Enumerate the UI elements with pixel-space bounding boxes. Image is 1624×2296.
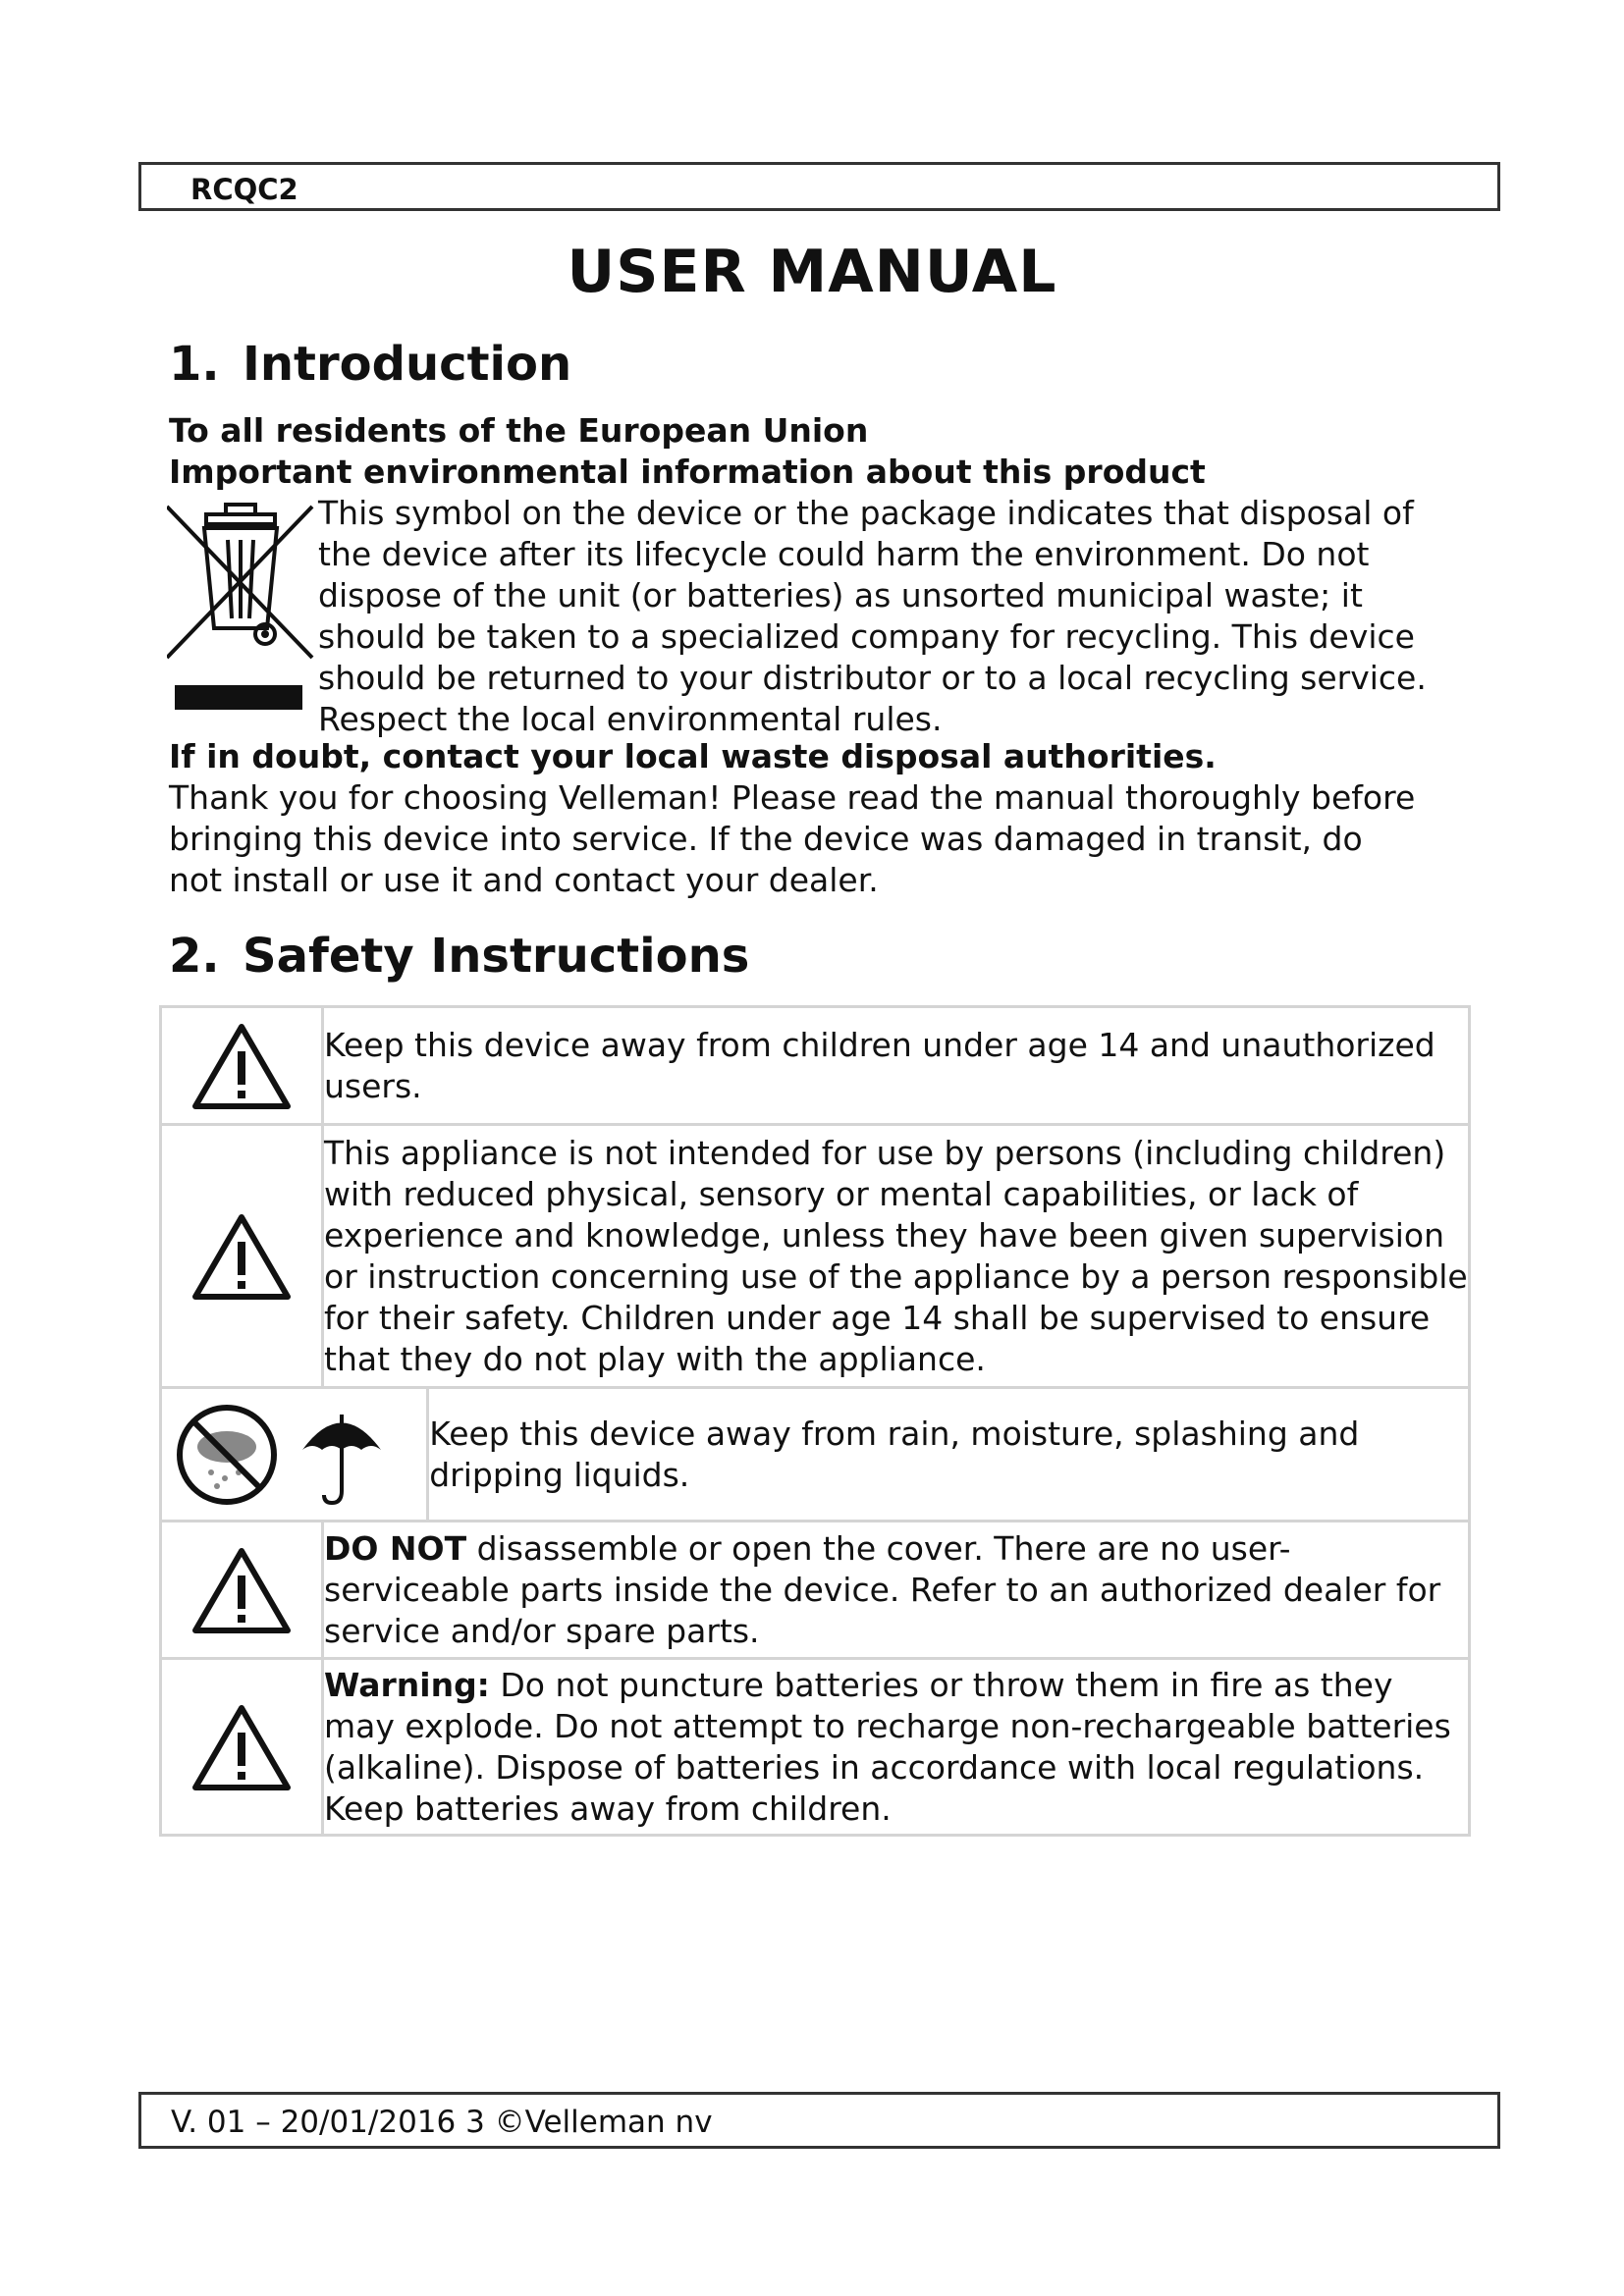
model-name: RCQC2 <box>190 173 298 206</box>
safety-row <box>161 1522 1470 1659</box>
header-box <box>138 162 1500 211</box>
thanks-line-2: bringing this device into service. If the device was damaged in transit, do <box>169 820 1363 858</box>
warning-triangle-icon <box>190 1022 293 1110</box>
safety-icon-cell <box>161 1125 323 1388</box>
footer-text: V. 01 – 20/01/2016 3 ©Velleman nv <box>171 2105 713 2140</box>
safety-icon-cell <box>161 1388 428 1522</box>
safety-text-cell <box>323 1007 1470 1125</box>
safety-icon-cell <box>161 1522 323 1659</box>
safety-text: This appliance is not intended for use by persons (including children) with reduced physical, sensory or mental capabilities, or lack of experience and knowledge, unless they have been given supervision or instruction concerning use of the appliance by a person responsible for their safety. Children under age 14 shall be supervised to ensure that they do not play with the appliance. <box>324 1133 1468 1378</box>
safety-text: Keep this device away from rain, moisture, splashing and dripping liquids. <box>429 1414 1360 1494</box>
safety-text-cell <box>428 1388 1470 1522</box>
safety-text: Do not puncture batteries or throw them in fire as they may explode. Do not attempt to recharge non-rechargeable batteries (alkaline). Dispose of batteries in accordance with local regulations. Keep batteries away from children. <box>324 1665 1451 1828</box>
weee-symbol-text: This symbol on the device or the package indicates that disposal of the device after its lifecycle could harm the environment. Do not dispose of the unit (or batteries) as unsorted municipal waste; it should be taken to a specialized company for recycling. This device should be returned to your distributor or to a local recycling service. Respect the local environmental rules. <box>318 494 1427 738</box>
warning-triangle-icon <box>190 1546 293 1634</box>
safety-text-cell <box>323 1125 1470 1388</box>
section-heading-safety <box>169 929 749 984</box>
safety-row <box>161 1007 1470 1125</box>
crossed-out-bin-icon <box>167 501 314 712</box>
eu-residents-line: To all residents of the European Union <box>169 411 869 450</box>
section-title: Introduction <box>243 337 572 392</box>
safety-icon-cell <box>161 1007 323 1125</box>
section-title: Safety Instructions <box>243 929 750 984</box>
warning-triangle-icon <box>190 1212 293 1301</box>
section-number: 2. <box>169 929 220 984</box>
safety-text: Keep this device away from children under age 14 and unauthorized users. <box>324 1025 1435 1105</box>
no-rain-icon <box>174 1402 280 1508</box>
page-title: USER MANUAL <box>567 238 1057 306</box>
footer-box <box>138 2092 1500 2149</box>
umbrella-icon <box>298 1401 386 1509</box>
safety-text-cell <box>323 1522 1470 1659</box>
safety-icon-cell <box>161 1659 323 1836</box>
safety-text-cell <box>323 1659 1470 1836</box>
doubt-line: If in doubt, contact your local waste disposal authorities. <box>169 737 1217 775</box>
safety-row <box>161 1388 1470 1522</box>
environmental-info-line: Important environmental information about this product <box>169 453 1206 491</box>
warning-triangle-icon <box>190 1703 293 1791</box>
section-number: 1. <box>169 337 220 392</box>
section-heading-introduction <box>169 337 571 392</box>
safety-row <box>161 1125 1470 1388</box>
safety-row <box>161 1659 1470 1836</box>
safety-emphasis: Warning: <box>324 1665 490 1704</box>
thanks-line-1: Thank you for choosing Velleman! Please read the manual thoroughly before <box>169 778 1416 817</box>
safety-emphasis: DO NOT <box>324 1528 467 1568</box>
thanks-line-3: not install or use it and contact your dealer. <box>169 861 879 899</box>
safety-text: disassemble or open the cover. There are no user-serviceable parts inside the device. Refer to an authorized dealer for service and/or spare parts. <box>324 1528 1441 1650</box>
safety-table <box>159 1005 1471 1837</box>
